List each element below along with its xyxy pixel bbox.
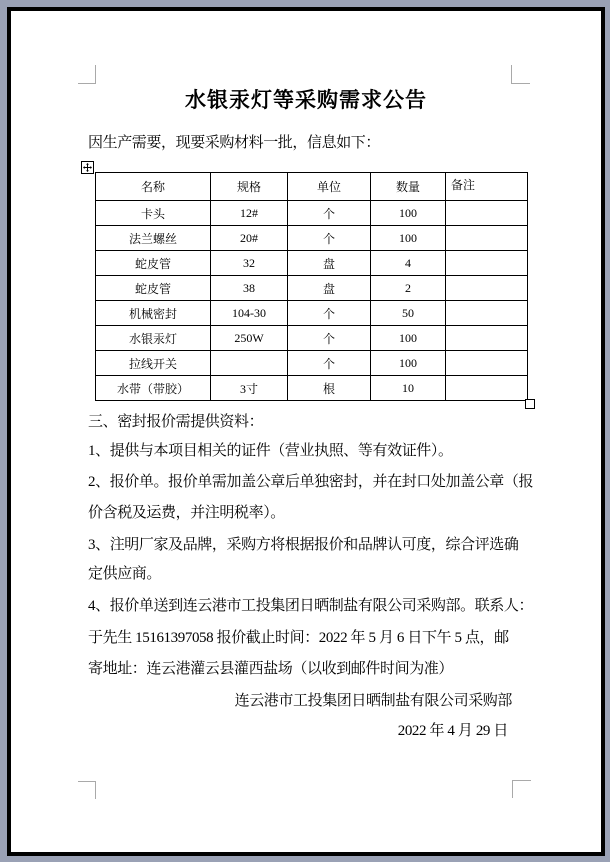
cell-unit: 根 (288, 376, 371, 401)
cell-unit: 个 (288, 201, 371, 226)
cell-name: 卡头 (96, 201, 211, 226)
cell-spec (211, 351, 288, 376)
document-page (7, 7, 605, 856)
cell-name: 水银汞灯 (96, 326, 211, 351)
cell-spec: 250W (211, 326, 288, 351)
table-row (96, 201, 528, 226)
text-boundary-mark-bottom-right (512, 780, 531, 798)
table-row (96, 301, 528, 326)
table-resize-handle[interactable] (525, 399, 535, 409)
cell-unit: 个 (288, 226, 371, 251)
body-line: 2、报价单。报价单需加盖公章后单独密封，并在封口处加盖公章（报 (88, 474, 534, 490)
cell-unit: 个 (288, 326, 371, 351)
body-line: 于先生 15161397058 报价截止时间：2022 年 5 月 6 日下午 5 点，邮 (88, 630, 509, 646)
body-line: 3、注明厂家及品牌，采购方将根据报价和品牌认可度，综合评选确 (88, 537, 519, 553)
table-row (96, 351, 528, 376)
cell-name: 蛇皮管 (96, 251, 211, 276)
cell-qty: 50 (371, 301, 446, 326)
procurement-items-table (95, 172, 528, 401)
cell-spec: 3寸 (211, 376, 288, 401)
body-line: 定供应商。 (88, 566, 162, 582)
cell-unit: 盘 (288, 251, 371, 276)
document-title: 水银汞灯等采购需求公告 (185, 88, 427, 112)
body-line: 价含税及运费，并注明税率）。 (88, 505, 285, 521)
signature-date: 2022 年 4 月 29 日 (397, 723, 508, 739)
cell-name: 机械密封 (96, 301, 211, 326)
cell-name: 蛇皮管 (96, 276, 211, 301)
cell-unit: 盘 (288, 276, 371, 301)
text-boundary-mark-top-right (511, 65, 530, 84)
cell-spec: 20# (211, 226, 288, 251)
cell-spec: 32 (211, 251, 288, 276)
table-row (96, 276, 528, 301)
text-boundary-mark-top-left (78, 65, 96, 84)
move-cross-icon (83, 159, 92, 177)
col-header-remark: 备注 (446, 173, 528, 201)
cell-unit: 个 (288, 301, 371, 326)
cell-name: 法兰螺丝 (96, 226, 211, 251)
cell-qty: 100 (371, 201, 446, 226)
body-line: 三、密封报价需提供资料： (88, 414, 264, 430)
cell-spec: 38 (211, 276, 288, 301)
cell-name: 水带（带胶） (96, 376, 211, 401)
body-line: 1、提供与本项目相关的证件（营业执照、等有效证件）。 (88, 443, 453, 459)
signature-organization: 连云港市工投集团日晒制盐有限公司采购部 (234, 693, 512, 709)
table-row (96, 326, 528, 351)
cell-remark (446, 376, 528, 401)
col-header-spec: 规格 (211, 173, 288, 201)
table-row (96, 226, 528, 251)
cell-unit: 个 (288, 351, 371, 376)
intro-paragraph: 因生产需要，现要采购材料一批，信息如下： (88, 135, 381, 151)
table-header-row (96, 173, 528, 201)
table-row (96, 376, 528, 401)
cell-spec: 12# (211, 201, 288, 226)
cell-qty: 10 (371, 376, 446, 401)
cell-qty: 2 (371, 276, 446, 301)
body-line: 寄地址：连云港灌云县灌西盐场（以收到邮件时间为准） (88, 661, 454, 677)
table-move-handle[interactable] (81, 161, 94, 174)
cell-remark (446, 301, 528, 326)
cell-remark (446, 201, 528, 226)
cell-remark (446, 276, 528, 301)
table-row (96, 251, 528, 276)
cell-qty: 100 (371, 326, 446, 351)
cell-remark (446, 226, 528, 251)
cell-qty: 100 (371, 226, 446, 251)
col-header-name: 名称 (96, 173, 211, 201)
cell-remark (446, 351, 528, 376)
body-line: 4、报价单送到连云港市工投集团日晒制盐有限公司采购部。联系人： (88, 598, 534, 614)
col-header-unit: 单位 (288, 173, 371, 201)
col-header-qty: 数量 (371, 173, 446, 201)
cell-qty: 100 (371, 351, 446, 376)
cell-qty: 4 (371, 251, 446, 276)
cell-remark (446, 326, 528, 351)
cell-remark (446, 251, 528, 276)
cell-name: 拉线开关 (96, 351, 211, 376)
cell-spec: 104-30 (211, 301, 288, 326)
text-boundary-mark-bottom-left (78, 781, 96, 799)
